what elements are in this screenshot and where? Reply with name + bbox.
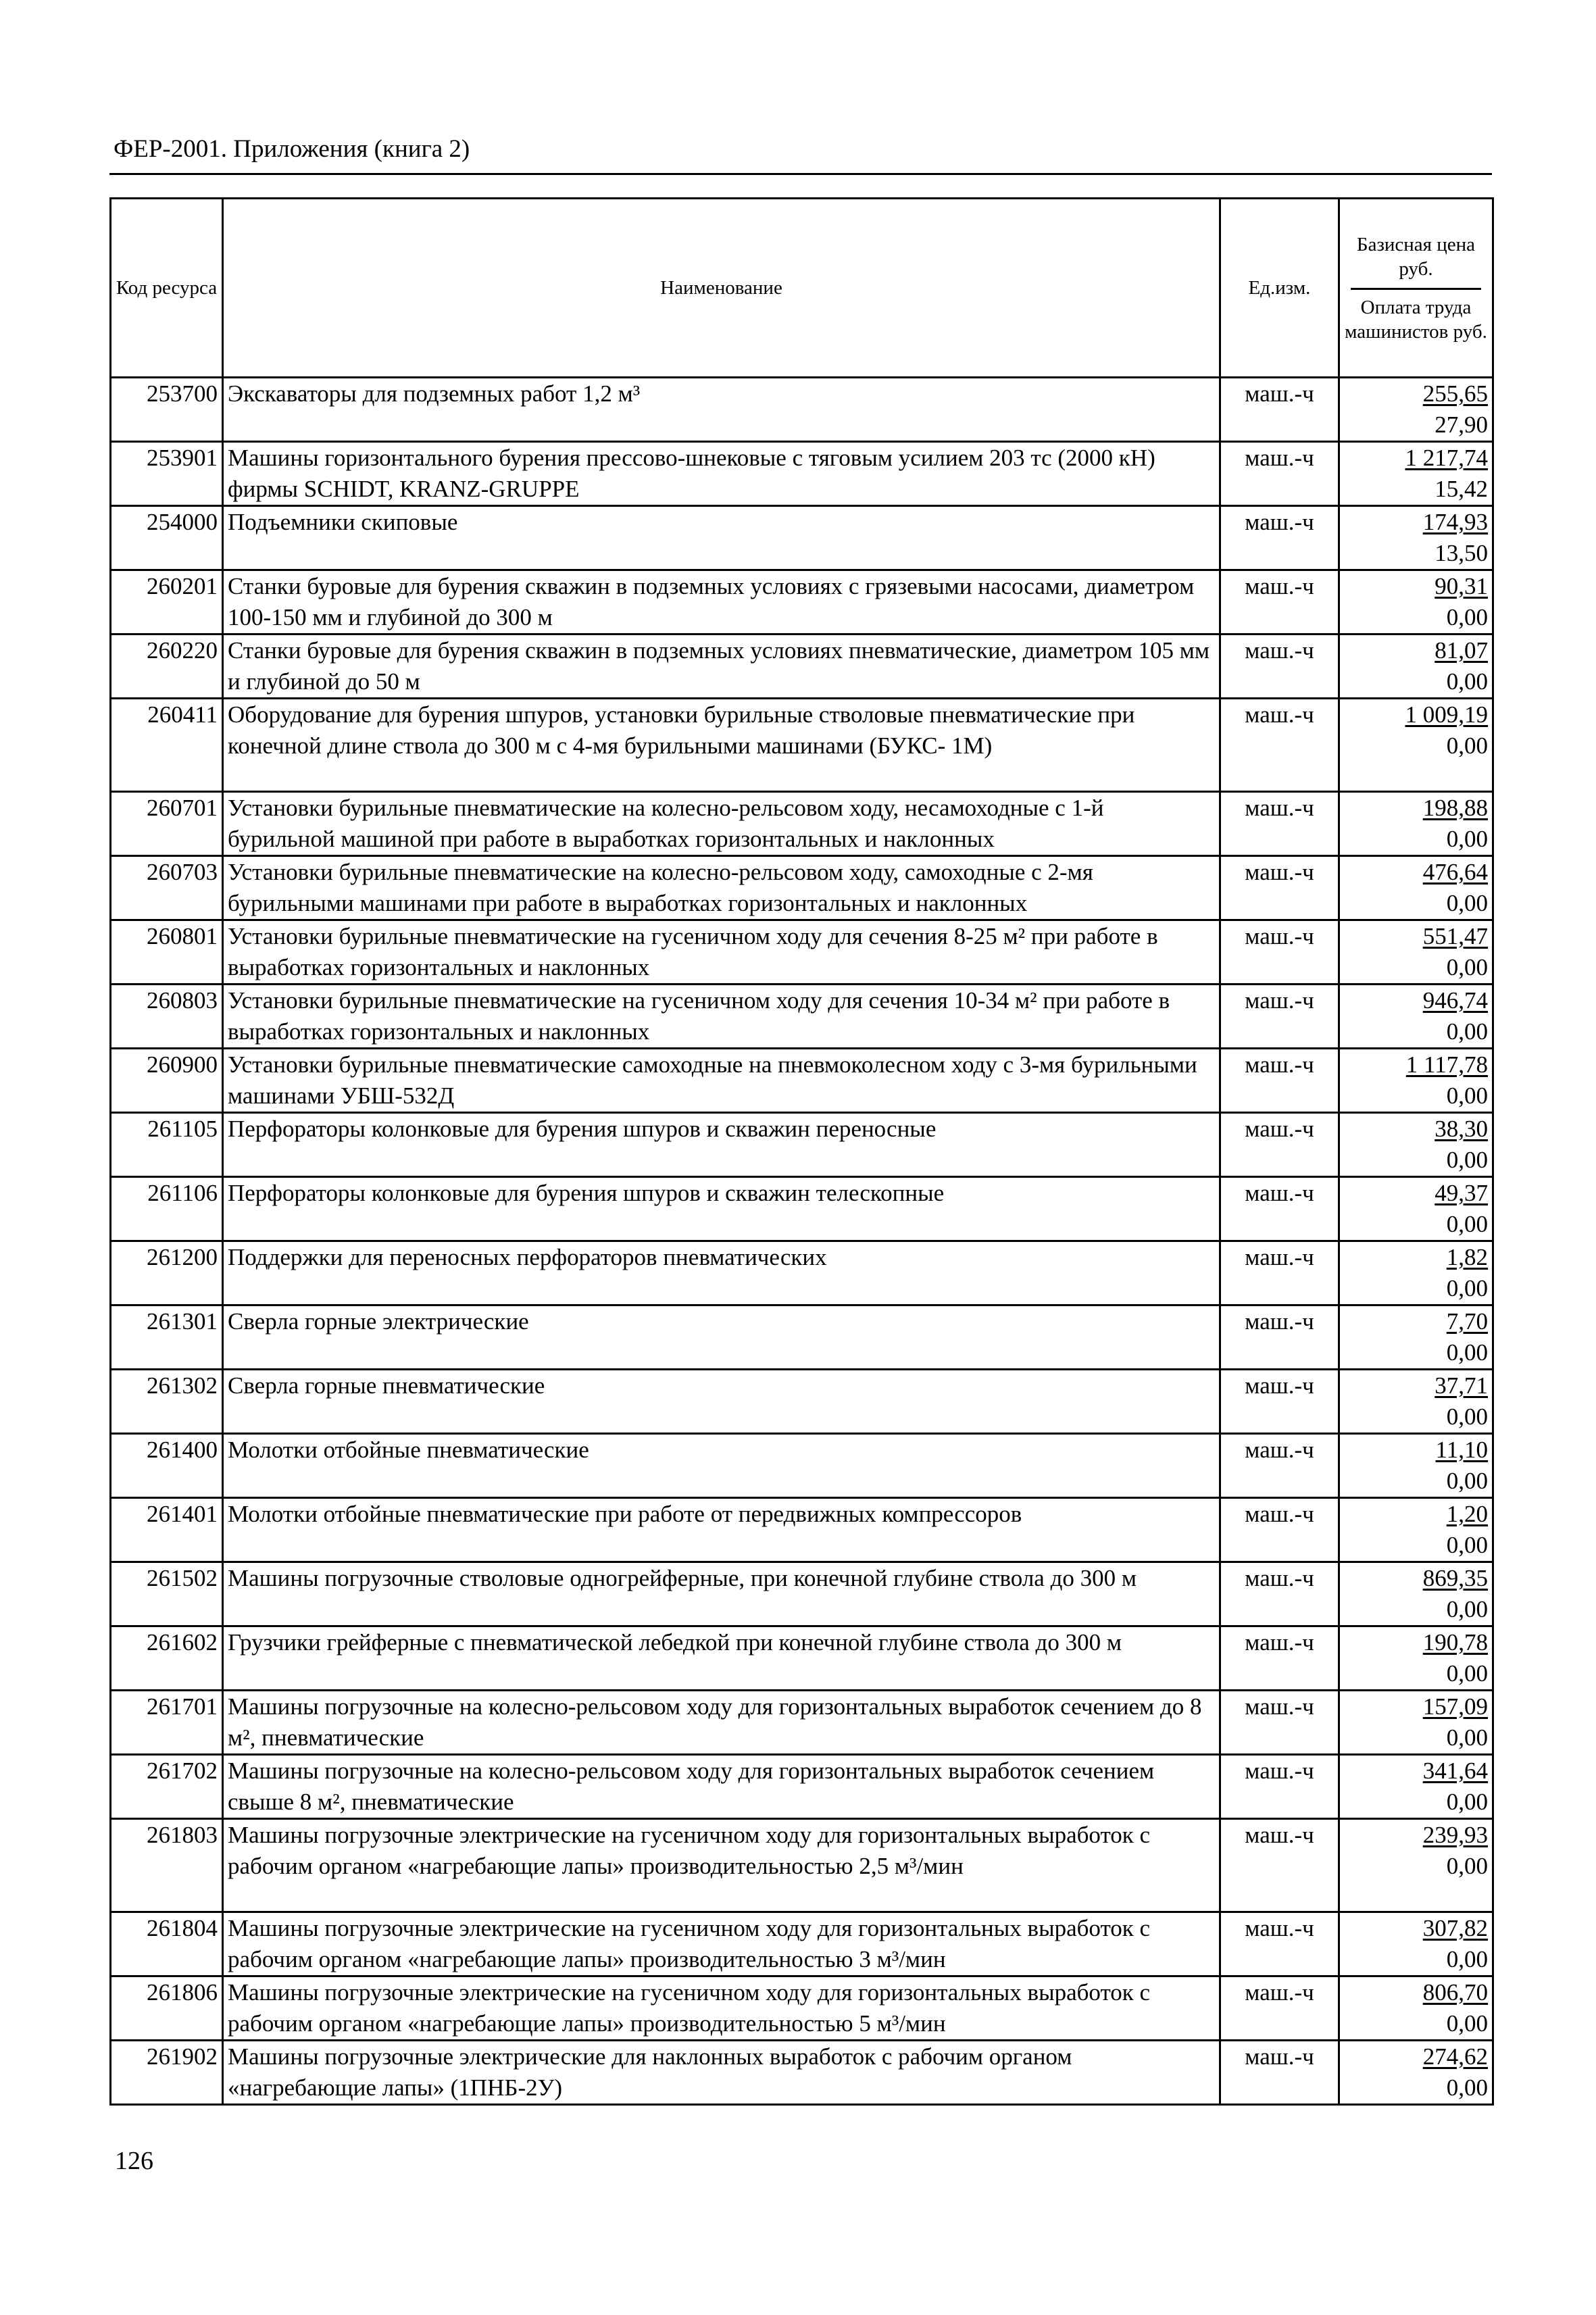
resource-code: 261502 — [111, 1562, 223, 1626]
operator-pay: 0,00 — [1446, 1468, 1488, 1494]
resource-price-cell — [1339, 2041, 1493, 2105]
resource-code: 261803 — [111, 1819, 223, 1912]
resource-code: 254000 — [111, 506, 223, 570]
operator-pay: 0,00 — [1446, 1532, 1488, 1558]
resource-price-cell — [1339, 1626, 1493, 1691]
resource-price-cell — [1339, 634, 1493, 699]
resource-code: 261806 — [111, 1976, 223, 2041]
resource-price-cell — [1339, 1912, 1493, 1976]
resource-name: Молотки отбойные пневматические при работе от передвижных компрессоров — [223, 1498, 1220, 1562]
resource-code: 260703 — [111, 856, 223, 920]
resource-code: 260201 — [111, 570, 223, 634]
resource-price-cell — [1339, 1819, 1493, 1912]
resource-code: 261702 — [111, 1755, 223, 1819]
resource-price-cell — [1339, 1370, 1493, 1434]
resource-name: Установки бурильные пневматические на гусеничном ходу для сечения 8-25 м² при работе в выработках горизонтальных и наклонных — [223, 920, 1220, 985]
resource-unit: маш.-ч — [1220, 1976, 1339, 2041]
resource-name: Машины погрузочные электрические на гусеничном ходу для горизонтальных выработок с рабочим органом «нагребающие лапы» производительностью 3 м³/мин — [223, 1912, 1220, 1976]
base-price: 476,64 — [1422, 859, 1488, 885]
resource-code: 260900 — [111, 1049, 223, 1113]
resource-code: 261902 — [111, 2041, 223, 2105]
resource-price-cell — [1339, 920, 1493, 985]
table-row — [111, 1305, 1493, 1370]
table-row — [111, 1177, 1493, 1241]
header-rule — [109, 173, 1492, 175]
resource-name: Машины погрузочные электрические для наклонных выработок с рабочим органом «нагребающие лапы» (1ПНБ-2У) — [223, 2041, 1220, 2105]
resource-code: 253901 — [111, 442, 223, 506]
table-row — [111, 1691, 1493, 1755]
table-row — [111, 1113, 1493, 1177]
resource-name: Станки буровые для бурения скважин в подземных условиях пневматические, диаметром 105 мм и глубиной до 50 м — [223, 634, 1220, 699]
operator-pay: 13,50 — [1435, 540, 1488, 566]
resource-unit: маш.-ч — [1220, 442, 1339, 506]
resource-name: Поддержки для переносных перфораторов пневматических — [223, 1241, 1220, 1305]
base-price: 274,62 — [1422, 2043, 1488, 2070]
base-price: 90,31 — [1435, 573, 1488, 599]
operator-pay: 0,00 — [1446, 1853, 1488, 1879]
table-row — [111, 1498, 1493, 1562]
resource-name: Перфораторы колонковые для бурения шпуров и скважин телескопные — [223, 1177, 1220, 1241]
header-operator-pay: Оплата труда машинистов руб. — [1345, 296, 1487, 343]
resource-price-cell — [1339, 985, 1493, 1049]
resource-code: 261200 — [111, 1241, 223, 1305]
base-price: 551,47 — [1422, 923, 1488, 949]
operator-pay: 0,00 — [1446, 954, 1488, 980]
resource-name: Машины погрузочные на колесно-рельсовом ходу для горизонтальных выработок сечением до 8 м², пневматические — [223, 1691, 1220, 1755]
resource-code: 261400 — [111, 1434, 223, 1498]
resource-unit: маш.-ч — [1220, 985, 1339, 1049]
table-row — [111, 920, 1493, 985]
operator-pay: 0,00 — [1446, 2074, 1488, 2101]
resource-price-cell — [1339, 792, 1493, 856]
header-price-divider — [1351, 288, 1481, 290]
resource-unit: маш.-ч — [1220, 1626, 1339, 1691]
resource-price-cell — [1339, 1691, 1493, 1755]
header-price — [1339, 199, 1493, 378]
resource-price-cell — [1339, 1498, 1493, 1562]
base-price: 38,30 — [1435, 1116, 1488, 1142]
resource-name: Установки бурильные пневматические на колесно-рельсовом ходу, несамоходные с 1-й бурильной машиной при работе в выработках горизонтальных и наклонных — [223, 792, 1220, 856]
resource-code: 261401 — [111, 1498, 223, 1562]
resource-name: Установки бурильные пневматические на гусеничном ходу для сечения 10-34 м² при работе в выработках горизонтальных и наклонных — [223, 985, 1220, 1049]
resource-unit: маш.-ч — [1220, 1305, 1339, 1370]
resource-unit: маш.-ч — [1220, 699, 1339, 792]
resource-name: Экскаваторы для подземных работ 1,2 м³ — [223, 378, 1220, 442]
resource-unit: маш.-ч — [1220, 1049, 1339, 1113]
base-price: 341,64 — [1422, 1758, 1488, 1784]
table-row — [111, 1370, 1493, 1434]
operator-pay: 0,00 — [1446, 1018, 1488, 1045]
resource-price-cell — [1339, 1113, 1493, 1177]
operator-pay: 15,42 — [1435, 476, 1488, 502]
resource-unit: маш.-ч — [1220, 634, 1339, 699]
resource-name: Подъемники скиповые — [223, 506, 1220, 570]
table-row — [111, 856, 1493, 920]
table-row — [111, 634, 1493, 699]
resource-price-cell — [1339, 1177, 1493, 1241]
table-row — [111, 985, 1493, 1049]
resource-unit: маш.-ч — [1220, 1434, 1339, 1498]
resource-unit: маш.-ч — [1220, 506, 1339, 570]
operator-pay: 0,00 — [1446, 1946, 1488, 1972]
operator-pay: 0,00 — [1446, 1147, 1488, 1173]
operator-pay: 0,00 — [1446, 2010, 1488, 2037]
base-price: 1,20 — [1446, 1501, 1488, 1527]
table-row — [111, 699, 1493, 792]
resource-unit: маш.-ч — [1220, 1498, 1339, 1562]
resource-price-cell — [1339, 442, 1493, 506]
resource-unit: маш.-ч — [1220, 570, 1339, 634]
resource-name: Машины погрузочные электрические на гусеничном ходу для горизонтальных выработок с рабочим органом «нагребающие лапы» производительностью 5 м³/мин — [223, 1976, 1220, 2041]
base-price: 198,88 — [1422, 795, 1488, 821]
resource-unit: маш.-ч — [1220, 1562, 1339, 1626]
resource-code: 261701 — [111, 1691, 223, 1755]
resource-name: Установки бурильные пневматические на колесно-рельсовом ходу, самоходные с 2-мя бурильными машинами при работе в выработках горизонтальных и наклонных — [223, 856, 1220, 920]
operator-pay: 0,00 — [1446, 1789, 1488, 1815]
base-price: 239,93 — [1422, 1822, 1488, 1848]
base-price: 190,78 — [1422, 1629, 1488, 1656]
resource-name: Перфораторы колонковые для бурения шпуров и скважин переносные — [223, 1113, 1220, 1177]
resource-code: 261602 — [111, 1626, 223, 1691]
resource-code: 261804 — [111, 1912, 223, 1976]
table-row — [111, 378, 1493, 442]
base-price: 7,70 — [1446, 1308, 1488, 1335]
resource-unit: маш.-ч — [1220, 1912, 1339, 1976]
table-row — [111, 1626, 1493, 1691]
operator-pay: 0,00 — [1446, 668, 1488, 695]
resource-price-cell — [1339, 1755, 1493, 1819]
table-row — [111, 570, 1493, 634]
table-row — [111, 1241, 1493, 1305]
resource-price-cell — [1339, 1305, 1493, 1370]
base-price: 81,07 — [1435, 637, 1488, 664]
table-row — [111, 1976, 1493, 2041]
operator-pay: 0,00 — [1446, 1275, 1488, 1301]
operator-pay: 27,90 — [1435, 412, 1488, 438]
resource-price-cell — [1339, 506, 1493, 570]
table-row — [111, 1912, 1493, 1976]
resource-code: 261106 — [111, 1177, 223, 1241]
base-price: 11,10 — [1435, 1437, 1488, 1463]
header-base-price: Базисная цена руб. — [1356, 233, 1476, 280]
table-row — [111, 1819, 1493, 1912]
resource-name: Сверла горные пневматические — [223, 1370, 1220, 1434]
base-price: 49,37 — [1435, 1180, 1488, 1206]
base-price: 869,35 — [1422, 1565, 1488, 1591]
base-price: 1 117,78 — [1405, 1051, 1488, 1078]
operator-pay: 0,00 — [1446, 1660, 1488, 1687]
resource-name: Молотки отбойные пневматические — [223, 1434, 1220, 1498]
resource-name: Оборудование для бурения шпуров, установки бурильные стволовые пневматические при конечной длине ствола до 300 м с 4-мя бурильными машинами (БУКС- 1М) — [223, 699, 1220, 792]
resource-unit: маш.-ч — [1220, 856, 1339, 920]
resource-price-cell — [1339, 1049, 1493, 1113]
resource-unit: маш.-ч — [1220, 1177, 1339, 1241]
resource-code: 261105 — [111, 1113, 223, 1177]
operator-pay: 0,00 — [1446, 732, 1488, 759]
page-number: 126 — [115, 2147, 153, 2175]
table-row — [111, 1049, 1493, 1113]
resource-price-cell — [1339, 570, 1493, 634]
resource-name: Сверла горные электрические — [223, 1305, 1220, 1370]
table-header-row — [111, 199, 1493, 378]
operator-pay: 0,00 — [1446, 1082, 1488, 1109]
resource-unit: маш.-ч — [1220, 1691, 1339, 1755]
table-row — [111, 442, 1493, 506]
resource-price-cell — [1339, 378, 1493, 442]
table-row — [111, 1755, 1493, 1819]
operator-pay: 0,00 — [1446, 604, 1488, 630]
resource-code: 260220 — [111, 634, 223, 699]
base-price: 174,93 — [1422, 509, 1488, 535]
base-price: 1,82 — [1446, 1244, 1488, 1270]
resource-name: Машины погрузочные стволовые одногрейферные, при конечной глубине ствола до 300 м — [223, 1562, 1220, 1626]
resource-code: 260801 — [111, 920, 223, 985]
table-row — [111, 2041, 1493, 2105]
operator-pay: 0,00 — [1446, 1724, 1488, 1751]
resource-code: 260411 — [111, 699, 223, 792]
header-unit: Ед.изм. — [1220, 199, 1339, 378]
resource-unit: маш.-ч — [1220, 792, 1339, 856]
resource-unit: маш.-ч — [1220, 1819, 1339, 1912]
resource-name: Машины погрузочные на колесно-рельсовом ходу для горизонтальных выработок сечением свыше 8 м², пневматические — [223, 1755, 1220, 1819]
table-row — [111, 1562, 1493, 1626]
operator-pay: 0,00 — [1446, 826, 1488, 852]
table-row — [111, 506, 1493, 570]
operator-pay: 0,00 — [1446, 890, 1488, 916]
resource-name: Машины горизонтального бурения прессово-шнековые с тяговым усилием 203 тс (2000 кН) фирмы SCHIDT, KRANZ-GRUPPE — [223, 442, 1220, 506]
base-price: 255,65 — [1422, 380, 1488, 407]
base-price: 1 009,19 — [1405, 701, 1488, 728]
base-price: 806,70 — [1422, 1979, 1488, 2006]
resource-table — [109, 197, 1494, 2106]
resource-code: 260701 — [111, 792, 223, 856]
resource-code: 261301 — [111, 1305, 223, 1370]
resource-name: Установки бурильные пневматические самоходные на пневмоколесном ходу с 3-мя бурильными машинами УБШ-532Д — [223, 1049, 1220, 1113]
resource-unit: маш.-ч — [1220, 1113, 1339, 1177]
base-price: 946,74 — [1422, 987, 1488, 1014]
resource-unit: маш.-ч — [1220, 1241, 1339, 1305]
resource-price-cell — [1339, 1562, 1493, 1626]
resource-price-cell — [1339, 699, 1493, 792]
operator-pay: 0,00 — [1446, 1403, 1488, 1430]
resource-name: Станки буровые для бурения скважин в подземных условиях с грязевыми насосами, диаметром 100-150 мм и глубиной до 300 м — [223, 570, 1220, 634]
resource-unit: маш.-ч — [1220, 1755, 1339, 1819]
resource-price-cell — [1339, 1976, 1493, 2041]
operator-pay: 0,00 — [1446, 1596, 1488, 1622]
header-code: Код ресурса — [111, 199, 223, 378]
table-row — [111, 792, 1493, 856]
header-name: Наименование — [223, 199, 1220, 378]
resource-price-cell — [1339, 1434, 1493, 1498]
resource-unit: маш.-ч — [1220, 2041, 1339, 2105]
operator-pay: 0,00 — [1446, 1339, 1488, 1366]
page-header: ФЕР-2001. Приложения (книга 2) — [114, 135, 470, 163]
base-price: 1 217,74 — [1405, 445, 1488, 471]
resource-name: Грузчики грейферные с пневматической лебедкой при конечной глубине ствола до 300 м — [223, 1626, 1220, 1691]
table-row — [111, 1434, 1493, 1498]
base-price: 37,71 — [1435, 1372, 1488, 1399]
resource-name: Машины погрузочные электрические на гусеничном ходу для горизонтальных выработок с рабочим органом «нагребающие лапы» производительностью 2,5 м³/мин — [223, 1819, 1220, 1912]
resource-unit: маш.-ч — [1220, 920, 1339, 985]
base-price: 307,82 — [1422, 1915, 1488, 1941]
base-price: 157,09 — [1422, 1693, 1488, 1720]
operator-pay: 0,00 — [1446, 1211, 1488, 1237]
resource-code: 260803 — [111, 985, 223, 1049]
resource-price-cell — [1339, 856, 1493, 920]
resource-code: 261302 — [111, 1370, 223, 1434]
resource-price-cell — [1339, 1241, 1493, 1305]
resource-unit: маш.-ч — [1220, 378, 1339, 442]
resource-unit: маш.-ч — [1220, 1370, 1339, 1434]
resource-code: 253700 — [111, 378, 223, 442]
